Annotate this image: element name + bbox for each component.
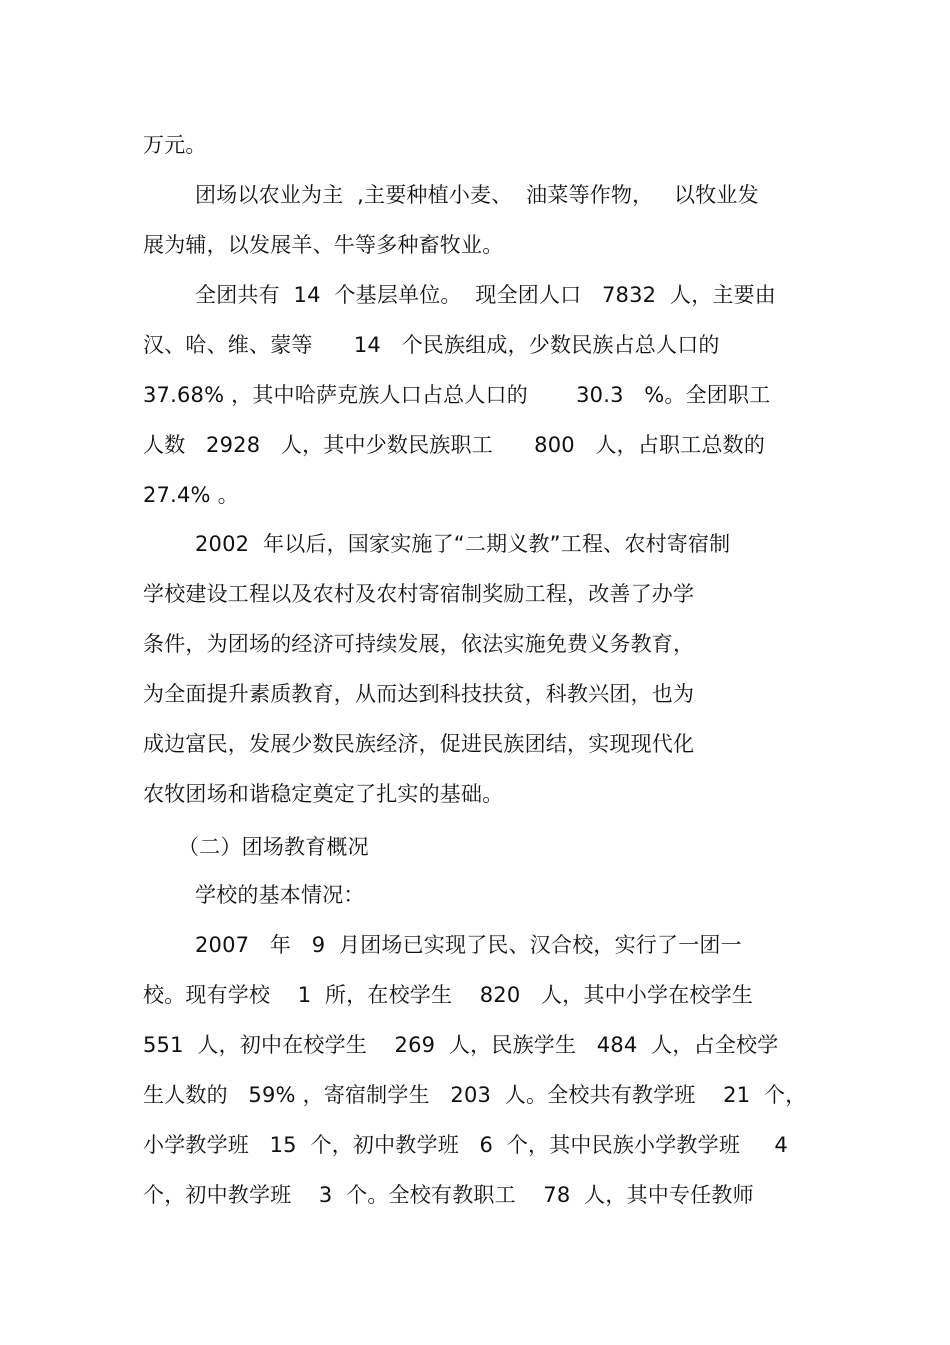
section-heading: （二）团场教育概况 (178, 835, 369, 859)
text-line-9: 2002 年以后，国家实施了“二期义教”工程、农村寄宿制 (195, 532, 731, 556)
text-line-4: 全团共有 14 个基层单位。 现全团人口 7832 人，主要由 (195, 283, 776, 307)
text-line-6: 37.68% ，其中哈萨克族人口占总人口的 30.3 %。全团职工 (143, 383, 771, 407)
text-line-21: 小学教学班 15 个，初中教学班 6 个，其中民族小学教学班 4 (143, 1133, 788, 1157)
text-line-2: 团场以农业为主 ,主要种植小麦、 油菜等作物， 以牧业发 (195, 183, 759, 207)
text-line-18: 校。现有学校 1 所，在校学生 820 人，其中小学在校学生 (143, 983, 754, 1007)
text-line-22: 个，初中教学班 3 个。全校有教职工 78 人，其中专任教师 (143, 1183, 754, 1207)
text-line-14: 农牧团场和谐稳定奠定了扎实的基础。 (143, 782, 504, 806)
text-line-19: 551 人，初中在校学生 269 人，民族学生 484 人，占全校学 (143, 1033, 779, 1057)
text-line-13: 成边富民，发展少数民族经济，促进民族团结，实现现代化 (143, 732, 695, 756)
text-line-10: 学校建设工程以及农村及农村寄宿制奖励工程，改善了办学 (143, 582, 695, 606)
text-line-3: 展为辅，以发展羊、牛等多种畜牧业。 (143, 233, 504, 257)
text-line-7: 人数 2928 人，其中少数民族职工 800 人，占职工总数的 (143, 433, 766, 457)
text-line-12: 为全面提升素质教育，从而达到科技扶贫，科教兴团，也为 (143, 682, 695, 706)
text-line-20: 生人数的 59% ，寄宿制学生 203 人。全校共有教学班 21 个， (143, 1083, 807, 1107)
text-line-1: 万元。 (143, 133, 207, 157)
text-line-17: 2007 年 9 月团场已实现了民、汉合校，实行了一团一 (195, 933, 742, 957)
text-line-11: 条件，为团场的经济可持续发展，依法实施免费义务教育， (143, 632, 695, 656)
subsection-label: 学校的基本情况： (195, 883, 365, 907)
text-line-8: 27.4% 。 (143, 483, 239, 507)
text-line-5: 汉、哈、维、蒙等 14 个民族组成，少数民族占总人口的 (143, 333, 720, 357)
